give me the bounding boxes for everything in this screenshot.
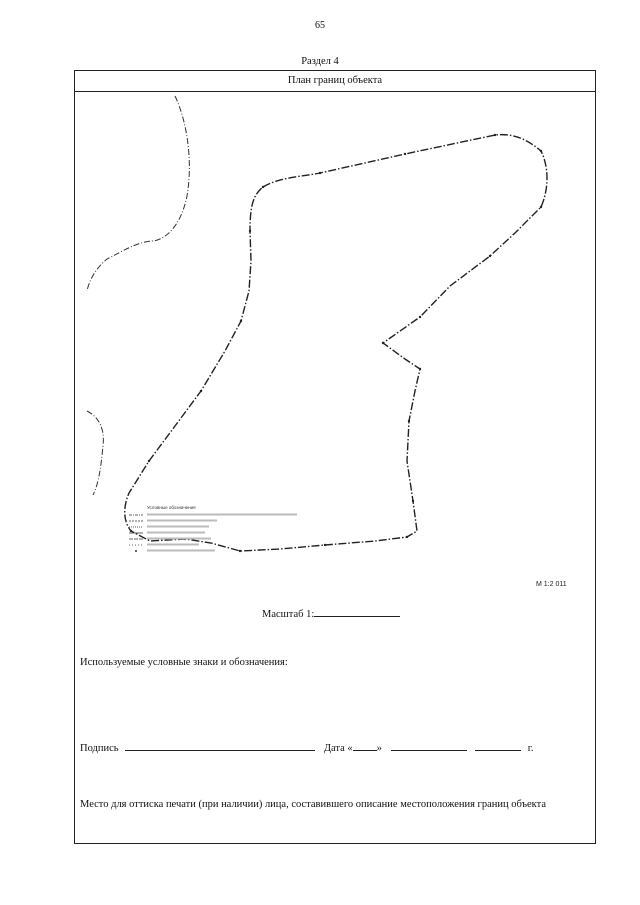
section-title: Раздел 4 [301,56,339,67]
vertex-mark [540,150,542,152]
legend-text-line [147,550,215,552]
scale-field [262,606,400,620]
scale-blank[interactable] [314,606,400,617]
date-close: » [376,743,382,754]
map-scale-label: М 1:2 011 [536,581,567,588]
map-legend [129,505,297,552]
signature-label: Подпись [80,743,119,754]
map-legend-heading: Условные обозначения [147,505,196,510]
vertex-mark [148,460,150,462]
vertex-mark [382,342,384,344]
legend-text-line [147,526,209,528]
legend-label: Используемые условные знаки и обозначения: [80,657,288,668]
vertex-mark [540,206,542,208]
vertex-mark [130,530,132,532]
vertex-mark [412,500,414,502]
date-day-blank[interactable] [353,740,377,751]
stamp-area-text: Место для оттиска печати (при наличии) лица, составившего описание местоположения границ объекта [80,799,547,810]
vertex-mark [262,186,264,188]
vertex-mark [408,420,410,422]
vertex-mark [249,230,251,232]
legend-text-line [147,520,217,522]
boundary-map [75,91,595,591]
vertex-mark [200,390,202,392]
scale-label: Масштаб 1: [262,609,315,620]
legend-text-line [147,514,297,516]
plan-frame [74,70,596,844]
vertex-mark [324,544,326,546]
vertex-mark [319,172,321,174]
legend-text-line [147,544,199,546]
object-boundary [125,135,547,551]
vertex-mark [240,320,242,322]
date-month-blank[interactable] [391,740,467,751]
vertex-mark [404,153,406,155]
neighbor-contour-lower [87,411,103,495]
date-label: Дата « [323,743,353,754]
legend-text-line [147,538,211,540]
signature-blank[interactable] [125,740,315,751]
vertex-mark [489,255,491,257]
year-suffix: г. [527,743,534,754]
legend-text-line [147,532,205,534]
vertex-mark [419,368,421,370]
plan-title: План границ объекта [75,71,595,92]
signature-row [80,740,534,754]
vertex-mark [239,550,241,552]
date-year-blank[interactable] [475,740,521,751]
page-number: 65 [315,20,325,31]
boundary-vertices [130,134,542,552]
vertex-mark [494,134,496,136]
vertex-mark [406,536,408,538]
neighbor-contour-upper [87,96,189,291]
legend-swatch-point [135,550,137,552]
vertex-mark [419,316,421,318]
